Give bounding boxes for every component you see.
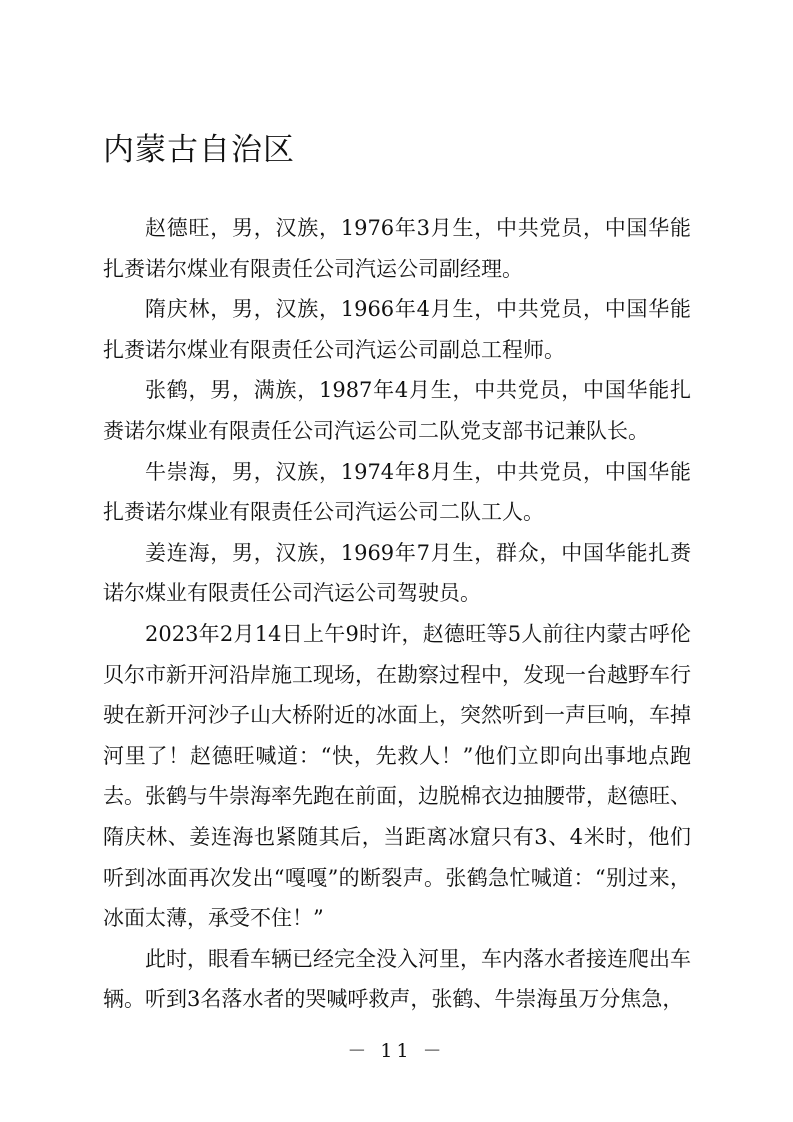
rescue-narrative-paragraph: 此时，眼看车辆已经完全没入河里，车内落水者接连爬出车辆。听到3名落水者的哭喊呼救声，张鹤、牛崇海虽万分焦急， (103, 946, 691, 1012)
biography-paragraph-jiang-lianhai: 姜连海，男，汉族，1969年7月生，群众，中国华能扎赉诺尔煤业有限责任公司汽运公司驾驶员。 (103, 540, 691, 606)
page-number: － 11 － (347, 1040, 446, 1062)
biography-paragraph-zhao-dewang: 赵德旺，男，汉族，1976年3月生，中共党员，中国华能扎赉诺尔煤业有限责任公司汽运公司副经理。 (103, 216, 691, 281)
document-body (103, 208, 691, 1020)
section-title: 内蒙古自治区 (103, 132, 295, 168)
biography-paragraph-niu-chonghai: 牛崇海，男，汉族，1974年8月生，中共党员，中国华能扎赉诺尔煤业有限责任公司汽运公司二队工人。 (103, 459, 691, 525)
incident-narrative-paragraph: 2023年2月14日上午9时许，赵德旺等5人前往内蒙古呼伦贝尔市新开河沿岸施工现场，在勘察过程中，发现一台越野车行驶在新开河沙子山大桥附近的冰面上，突然听到一声巨响，车掉河里了！赵德旺喊道：“快，先救人！”他们立即向出事地点跑去。张鹤与牛崇海率先跑在前面，边脱棉衣边抽腰带，赵德旺、隋庆林、姜连海也紧随其后，当距离冰窟只有3、4米时，他们听到冰面再次发出“嘎嘎”的断裂声。张鹤急忙喊道：“别过来，冰面太薄，承受不住！” (103, 621, 691, 931)
biography-paragraph-sui-qinglin: 隋庆林，男，汉族，1966年4月生，中共党员，中国华能扎赉诺尔煤业有限责任公司汽运公司副总工程师。 (103, 297, 691, 362)
biography-paragraph-zhang-he: 张鹤，男，满族，1987年4月生，中共党员，中国华能扎赉诺尔煤业有限责任公司汽运公司二队党支部书记兼队长。 (103, 378, 691, 443)
